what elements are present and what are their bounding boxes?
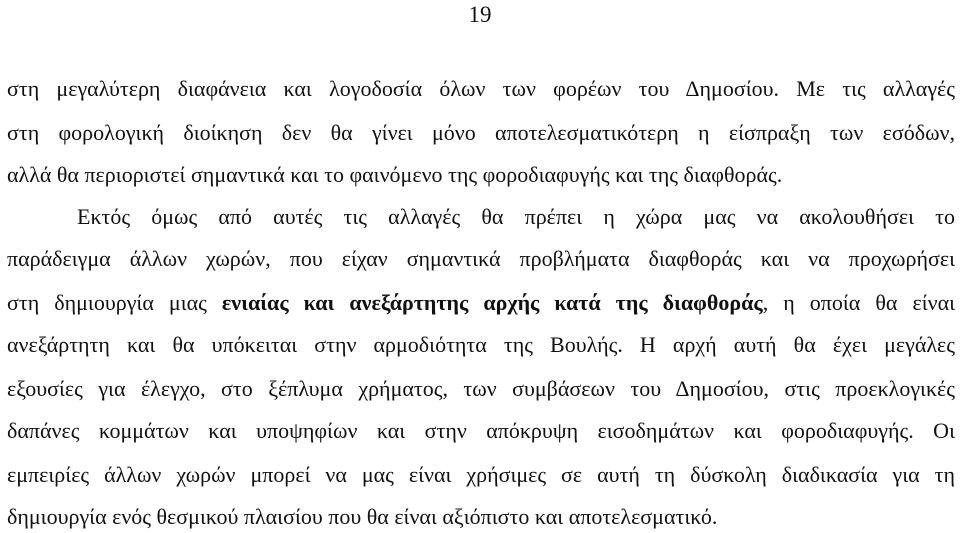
paragraph-line: εμπειρίες άλλων χωρών μπορεί να μας είναι χρήσιμες σε αυτή τη δύσκολη διαδικασία για τη	[7, 462, 955, 487]
line-text: , η οποία θα είναι	[762, 290, 955, 315]
page-number: 19	[468, 2, 492, 27]
paragraph-line-with-emphasis	[7, 288, 955, 318]
paragraph-line: στη μεγαλύτερη διαφάνεια και λογοδοσία όλων των φορέων του Δημοσίου. Με τις αλλαγές	[7, 76, 955, 101]
paragraph-last-line: δημιουργία ενός θεσμικού πλαισίου που θα είναι αξιόπιστο και αποτελεσματικό.	[7, 504, 718, 529]
paragraph-first-line: Εκτός όμως από αυτές τις αλλαγές θα πρέπει η χώρα μας να ακολουθήσει το	[77, 204, 955, 229]
paragraph-line: στη φορολογική διοίκηση δεν θα γίνει μόνο αποτελεσματικότερη η είσπραξη των εσόδων,	[7, 120, 955, 145]
line-text: στη δημιουργία μιας	[7, 290, 222, 315]
paragraph-line: αλλά θα περιοριστεί σημαντικά και το φαινόμενο της φοροδιαφυγής και της διαφθοράς.	[7, 162, 783, 187]
emphasized-phrase: ενιαίας και ανεξάρτητης αρχής κατά της διαφθοράς	[221, 290, 763, 315]
paragraph-line: παράδειγμα άλλων χωρών, που είχαν σημαντικά προβλήματα διαφθοράς και να προχωρήσει	[7, 246, 955, 271]
paragraph-line: εξουσίες για έλεγχο, στο ξέπλυμα χρήματος, των συμβάσεων του Δημοσίου, στις προεκλογικές	[7, 376, 955, 401]
paragraph-line: δαπάνες κομμάτων και υποψηφίων και στην απόκρυψη εισοδημάτων και φοροδιαφυγής. Οι	[7, 418, 955, 443]
paragraph-line: ανεξάρτητη και θα υπόκειται στην αρμοδιότητα της Βουλής. Η αρχή αυτή θα έχει μεγάλες	[7, 332, 955, 357]
